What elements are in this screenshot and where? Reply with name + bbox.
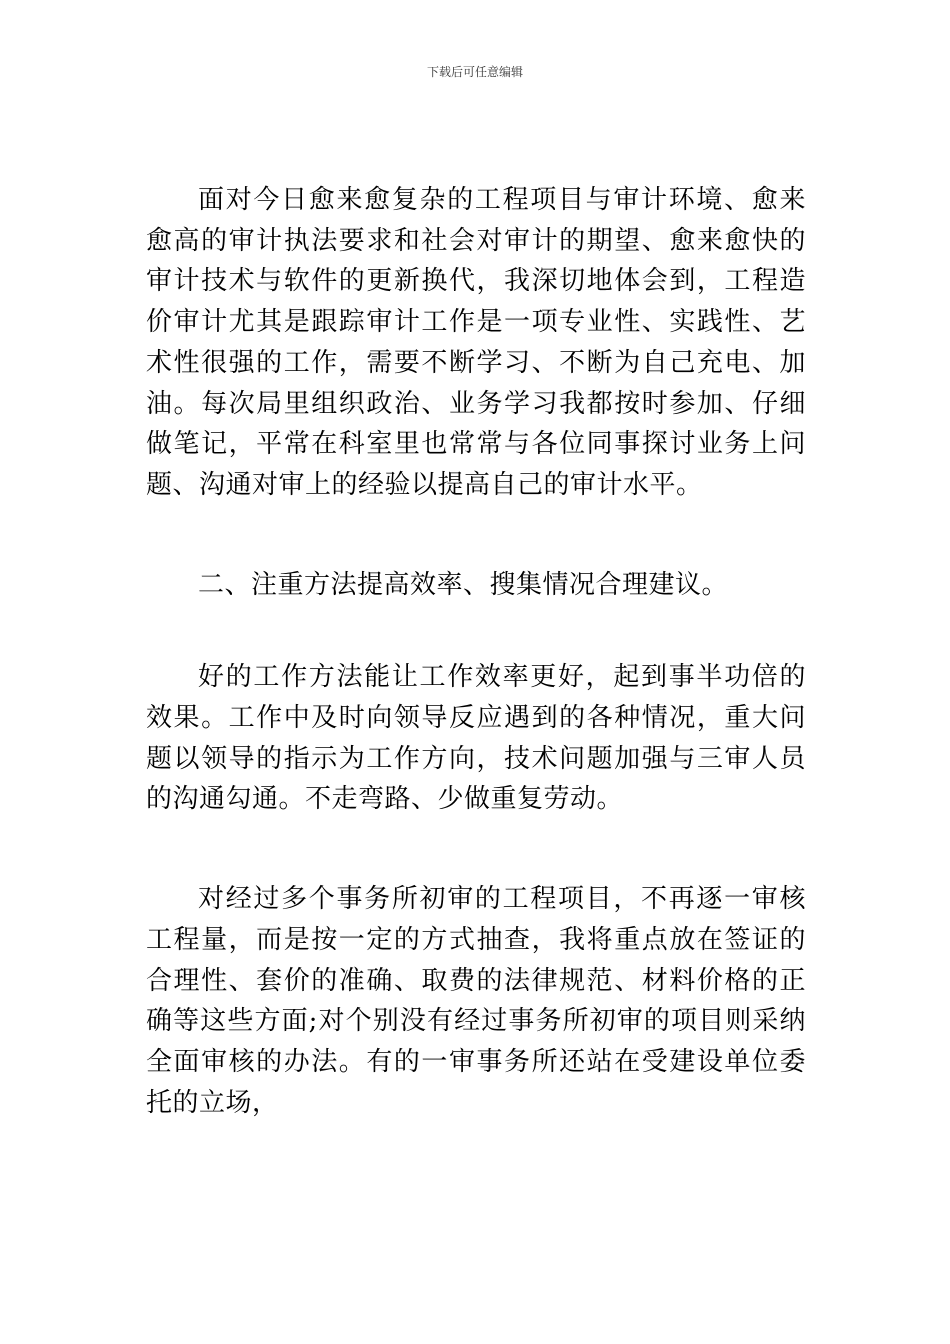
document-body [146, 180, 806, 1123]
section-heading-methods: 二、注重方法提高效率、搜集情况合理建议。 [198, 569, 729, 600]
page-header-note: 下载后可任意编辑 [426, 65, 523, 79]
paragraph-self-study: 面对今日愈来愈复杂的工程项目与审计环境、愈来愈高的审计执法要求和社会对审计的期望、愈来愈快的审计技术与软件的更新换代，我深切地体会到，工程造价审计尤其是跟踪审计工作是一项专业性、实践性、艺术性很强的工作，需要不断学习、不断为自己充电、加油。每次局里组织政治、业务学习我都按时参加、仔细做笔记，平常在科室里也常常与各位同事探讨业务上问题、沟通对审上的经验以提高自己的审计水平。 [146, 185, 806, 500]
paragraph-audit-approach: 对经过多个事务所初审的工程项目，不再逐一审核工程量，而是按一定的方式抽查，我将重点放在签证的合理性、套价的准确、取费的法律规范、材料价格的正确等这些方面;对个别没有经过事务所初审的项目则采纳全面审核的办法。有的一审事务所还站在受建设单位委托的立场， [146, 884, 806, 1118]
paragraph-work-methods: 好的工作方法能让工作效率更好，起到事半功倍的效果。工作中及时向领导反应遇到的各种情况，重大问题以领导的指示为工作方向，技术问题加强与三审人员的沟通勾通。不走弯路、少做重复劳动。 [146, 662, 806, 815]
